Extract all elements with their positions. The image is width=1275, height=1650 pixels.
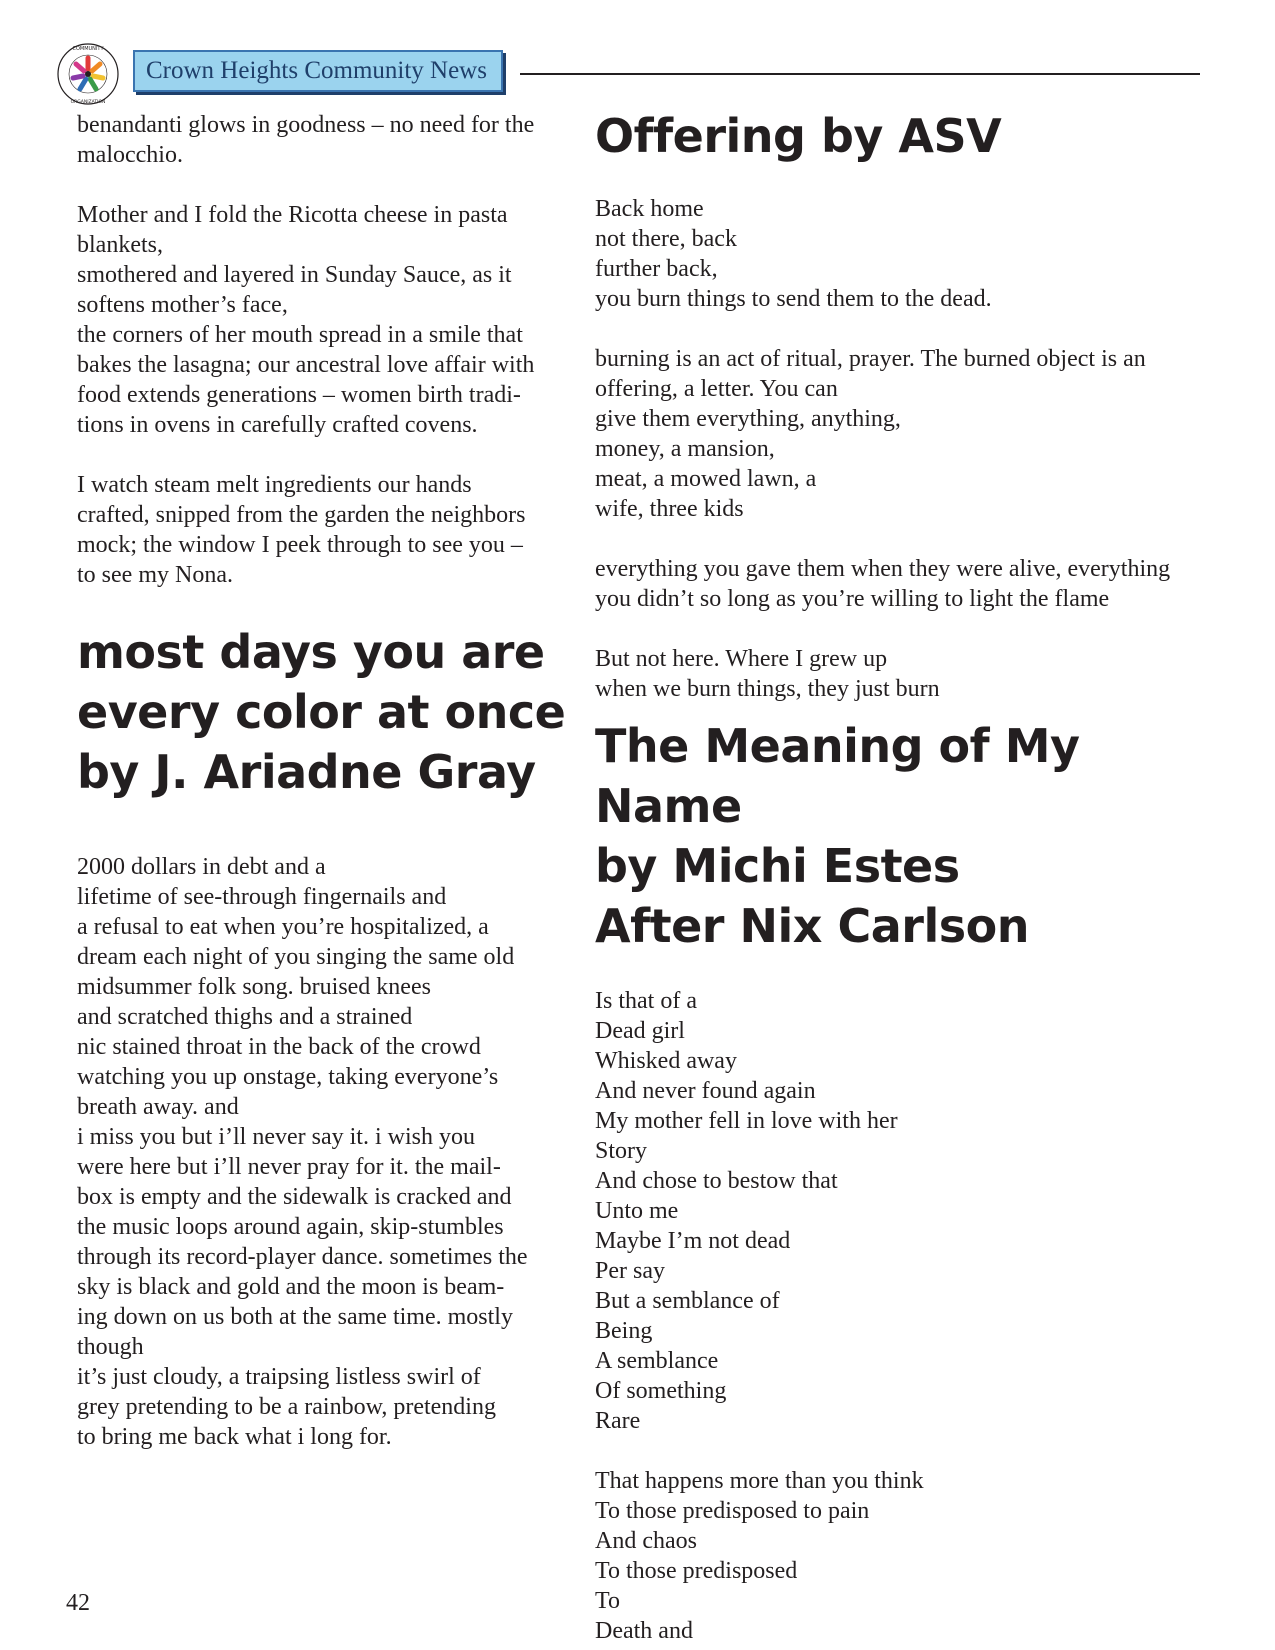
continued-stanza: benandanti glows in goodness – no need for the malocchio. xyxy=(77,112,535,168)
poem-title: The Meaning of My Name by Michi Estes After Nix Carlson xyxy=(595,719,1080,953)
svg-text:COMMUNITY: COMMUNITY xyxy=(72,46,104,52)
poem-title: Offering by ASV xyxy=(595,109,1002,163)
right-column xyxy=(595,110,1215,1646)
stanza-gap xyxy=(595,614,1215,644)
poem-body: 2000 dollars in debt and a lifetime of see-through fingernails and a refusal to eat when you’re hospitalized, a dream each night of you singing the same old midsummer folk song. bruised knees and scratched thighs and a strained nic stained throat in the back of the crowd watching you up onstage, taking everyone’s breath away. and i miss you but i’ll never say it. i wish you were here but i’ll never pray for it. the mail- box is empty and the sidewalk is cracked and the music loops around again, skip-stumbles through its record-player dance. sometimes the sky is black and gold and the moon is beam- ing down on us both at the same time. mostly though it’s just cloudy, a traipsing listless swirl of grey pretending to be a rainbow, pretending to bring me back what i long for. xyxy=(77,854,528,1450)
page-number: 42 xyxy=(66,1590,90,1616)
stanza-gap xyxy=(595,1436,1215,1466)
poem-title: most days you are every color at once by J. Ariadne Gray xyxy=(77,625,566,799)
svg-text:ORGANIZATION: ORGANIZATION xyxy=(70,100,106,105)
continued-stanza: I watch steam melt ingredients our hands crafted, snipped from the garden the neighbors mock; the window I peek through to see you – to see my Nona. xyxy=(77,472,526,588)
publication-name: Crown Heights Community News xyxy=(133,50,503,92)
header-divider xyxy=(520,73,1200,75)
org-logo xyxy=(56,42,120,106)
poem-stanza: Back home not there, back further back, you burn things to send them to the dead. xyxy=(595,196,992,312)
left-column xyxy=(77,110,567,1452)
continued-stanza: Mother and I fold the Ricotta cheese in pasta blankets, smothered and layered in Sunday Sauce, as it softens mother’s face, the corners of her mouth spread in a smile that bakes the lasagna; our ancestral love affair with food extends generations – women birth tradi- tions in ovens in carefully crafted covens. xyxy=(77,202,535,438)
poem-stanza: Is that of a Dead girl Whisked away And never found again My mother fell in love with her Story And chose to bestow that Unto me Maybe I’m not dead Per say But a semblance of Being A semblance Of something Rare xyxy=(595,988,898,1434)
stanza-gap xyxy=(77,440,567,470)
stanza-gap xyxy=(595,524,1215,554)
poem-stanza: That happens more than you think To those predisposed to pain And chaos To those predisposed To Death and xyxy=(595,1468,924,1644)
poem-stanza: everything you gave them when they were alive, everything you didn’t so long as you’re willing to light the flame xyxy=(595,556,1171,612)
stanza-gap xyxy=(595,314,1215,344)
poem-stanza: But not here. Where I grew up when we burn things, they just burn xyxy=(595,646,940,702)
poem-stanza: burning is an act of ritual, prayer. The burned object is an offering, a letter. You can give them everything, anything, money, a mansion, meat, a mowed lawn, a wife, three kids xyxy=(595,346,1146,522)
stanza-gap xyxy=(77,170,567,200)
